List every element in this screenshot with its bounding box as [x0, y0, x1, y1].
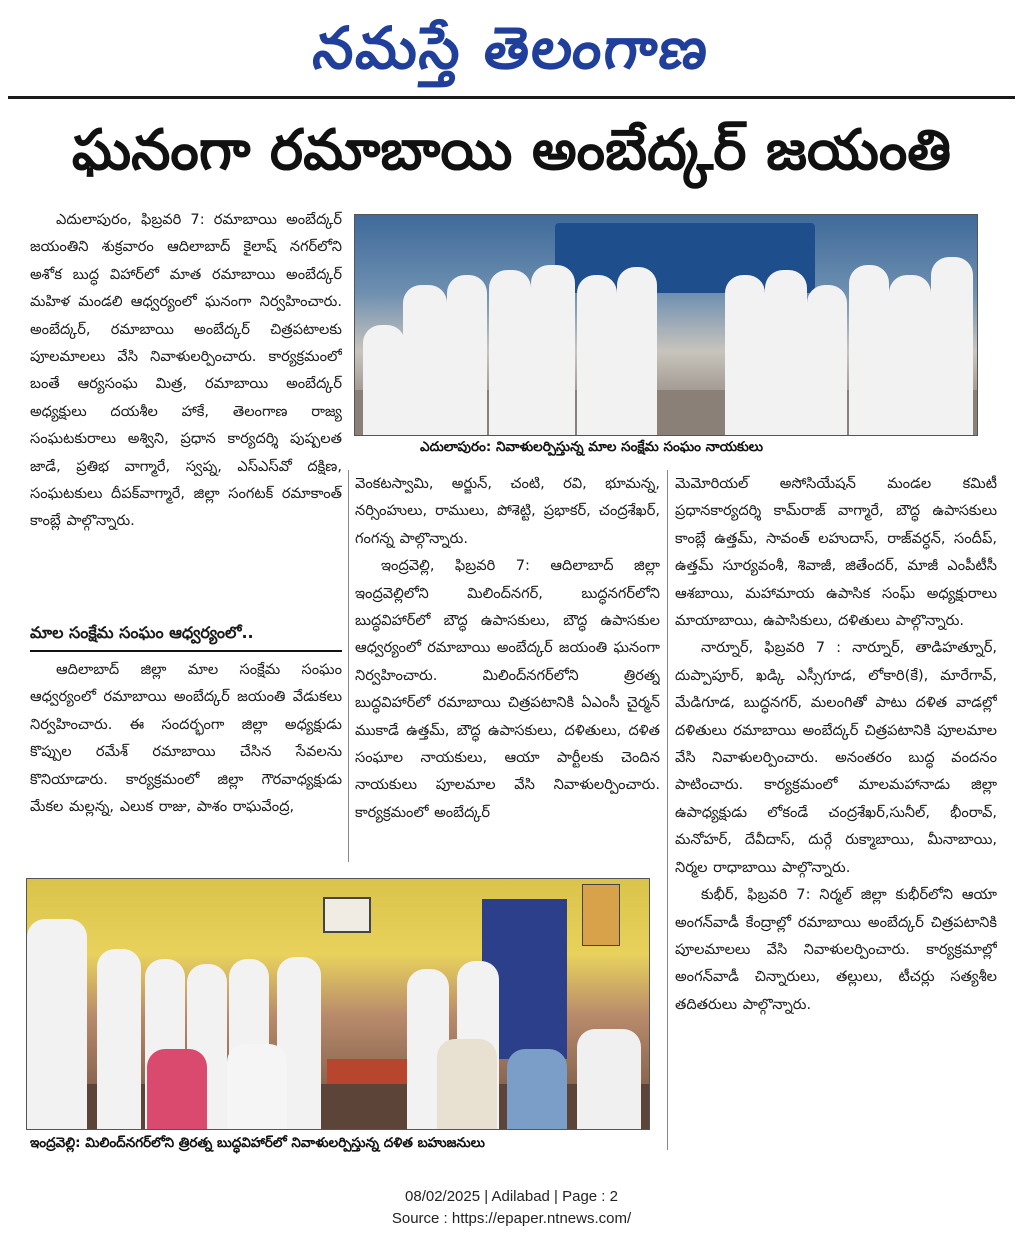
paragraph: ఆదిలాబాద్ జిల్లా మాల సంక్షేమ సంఘం ఆధ్వర్యంలో రమాబాయి అంబేద్కర్ జయంతి వేడుకలు నిర్వహించారు. ఈ సందర్భంగా జిల్లా అధ్యక్షుడు కొప్పుల రమేశ్ రమాబాయి చేసిన సేవలను కొనియాడారు. కార్యక్రమంలో జిల్లా గౌరవాధ్యక్షుడు మేకల మల్లన్న, ఎలుక రాజు, పాశం రాఘవేంద్ర,: [30, 661, 342, 816]
person-figure: [27, 919, 87, 1129]
person-figure: [889, 275, 931, 435]
person-figure: [807, 285, 847, 435]
paragraph: ఇంద్రవెల్లి, ఫిబ్రవరి 7: ఆదిలాబాద్ జిల్లా ఇంద్రవెల్లిలోని మిలింద్‌నగర్, బుద్ధనగర్‌లోని బుద్ధవిహార్‌లో బౌద్ధ ఉపాసకులు, బౌద్ధ ఉపాసకుల ఆధ్వర్యంలో రమాబాయి అంబేద్కర్ జయంతి ఘనంగా నిర్వహించారు. మిలింద్‌నగర్‌లోని త్రిరత్న బుద్ధవిహార్‌లో రమాబాయి చిత్రపటానికి ఏఎంసీ చైర్మన్ ముకాడే ఉత్తమ్, బౌద్ధ ఉపాసకులు, దళితులు, దళిత సంఘాల నాయకులు, ఆయా పార్టీలకు చెందిన నాయకులు పూలమాల వేసి నివాళులర్పించారు. కార్యక్రమంలో అంబేద్కర్: [355, 557, 660, 821]
person-figure: [363, 325, 405, 435]
source-link: Source : https://epaper.ntnews.com/: [391, 1210, 632, 1227]
masthead-divider: [8, 96, 1015, 99]
article-column-1-continued: [30, 656, 342, 864]
seated-figure: [227, 1044, 287, 1129]
wall-poster: [582, 884, 620, 946]
page-footer: [0, 1186, 1023, 1230]
person-figure: [617, 267, 657, 435]
photo-caption-1: ఎదులాపురం: నివాళులర్పిస్తున్న మాల సంక్షేమ సంఘం నాయకులు: [420, 439, 764, 455]
person-figure: [531, 265, 575, 435]
seated-figure: [577, 1029, 641, 1129]
paragraph: వెంకటస్వామి, అర్జున్, చంటి, రవి, భూమన్న, నర్సింహులు, రాములు, పోశెట్టి, ప్రభాకర్, చంద్రశేఖర్, గంగన్న పాల్గొన్నారు.: [355, 475, 660, 547]
edition-info: 08/02/2025 | Adilabad | Page : 2: [405, 1188, 618, 1205]
article-headline: ఘనంగా రమాబాయి అంబేద్కర్ జయంతి: [71, 118, 952, 183]
paragraph: మెమోరియల్ అసోసియేషన్ మండల కమిటీ ప్రధానకార్యదర్శి కామ్‌రాజ్ వాగ్మారే, బౌద్ధ ఉపాసకులు కాంబ్లే ఉత్తమ్, సావంత్ లహుదాస్, రాజ్‌వర్ధన్, సందీప్, ఉత్తమ్ సూర్యవంశీ, శివాజీ, జితేందర్, మాజీ ఎంపీటీసీ ఆశబాయి, మహామాయ ఉపాసిక సంఘ్ అధ్యక్షురాలు మాయాబాయి, ఉపాసికులు, దళితులు పాల్గొన్నారు.: [675, 475, 997, 630]
person-figure: [725, 275, 765, 435]
person-figure: [447, 275, 487, 435]
paragraph: నార్నూర్, ఫిబ్రవరి 7 : నార్నూర్, తాడిహత్నూర్, దుప్పాపూర్, ఖడ్కి ఎస్సీగూడ, లోకారి(కే), మారేగావ్, మేడిగూడ, బుద్ధనగర్, మలంగితో పాటు దళిత వాడల్లో దళితులు రమాబాయి అంబేద్కర్ చిత్రపటానికి పూలమాల వేసి నివాళులర్పించారు. అనంతరం బుద్ధ వందనం పాటించారు. కార్యక్రమంలో మాలమహానాడు జిల్లా ఉపాధ్యక్షుడు లోకండే చంద్రశేఖర్,సునీల్, భీంరావ్, మనోహర్, దేవీదాస్, దుర్గే రుక్మాబాయి, మీనాబాయి, నిర్మల రాధాబాయి పాల్గొన్నారు.: [675, 639, 997, 876]
seated-figure: [147, 1049, 207, 1129]
photo-caption-2: ఇంద్రవెల్లి: మిలింద్‌నగర్‌లోని త్రిరత్న బుద్ధవిహార్‌లో నివాళులర్పిస్తున్న దళిత బహుజనులు: [30, 1135, 485, 1151]
group-photo-indravelli: [26, 878, 650, 1130]
paragraph: కుభీర్, ఫిబ్రవరి 7: నిర్మల్ జిల్లా కుభీర్‌లోని ఆయా అంగన్‌వాడీ కేంద్రాల్లో రమాబాయి అంబేద్కర్ చిత్రపటానికి పూలమాలలు వేసి నివాళులర్పించారు. కార్యక్రమాల్లో అంగన్‌వాడీ చిన్నారులు, తల్లులు, టీచర్లు సత్యశీల తదితరులు పాల్గొన్నారు.: [675, 886, 997, 1013]
person-figure: [97, 949, 141, 1129]
seated-figure: [507, 1049, 567, 1129]
column-divider: [667, 470, 668, 1150]
column-divider: [348, 470, 349, 862]
newspaper-masthead: నమస్తే తెలంగాణ: [309, 14, 714, 82]
person-figure: [765, 270, 807, 435]
seated-figure: [437, 1039, 497, 1129]
article-column-1: [30, 206, 342, 614]
person-figure: [931, 257, 973, 435]
group-photo-edulapuram: [354, 214, 978, 436]
article-column-2: [355, 470, 660, 862]
article-column-3: [675, 470, 997, 1170]
person-figure: [849, 265, 889, 435]
section-subheading: మాల సంక్షేమ సంఘం ఆధ్వర్యంలో..: [30, 616, 342, 652]
person-figure: [403, 285, 447, 435]
person-figure: [489, 270, 531, 435]
paragraph: ఎదులాపురం, ఫిబ్రవరి 7: రమాబాయి అంబేద్కర్ జయంతిని శుక్రవారం ఆదిలాబాద్ కైలాష్ నగర్‌లోని అశోక బుద్ధ విహార్‌లో మాత రమాబాయి అంబేద్కర్ మహిళ మండలి ఆధ్వర్యంలో ఘనంగా నిర్వహించారు. అంబేద్కర్, రమాబాయి అంబేద్కర్ చిత్రపటాలకు పూలమాలలు వేసి నివాళులర్పించారు. కార్యక్రమంలో బంతే ఆర్యసంఘ మిత్ర, రమాబాయి అంబేద్కర్ అధ్యక్షులు దయశీల హాకే, తెలంగాణ రాజ్య సంఘటకురాలు అశ్విని, ప్రధాన కార్యదర్శి పుష్పలత జాడే, ప్రతిభ వాగ్మారే, స్వప్న, ఎస్ఎస్‌వో దక్షిణ, సంఘటకులు దీపక్‌వాగ్మారే, జిల్లా సంగటక్ రమాకాంత్ కాంబ్లే పాల్గొన్నారు.: [30, 211, 342, 530]
wall-poster: [323, 897, 371, 933]
person-figure: [577, 275, 617, 435]
